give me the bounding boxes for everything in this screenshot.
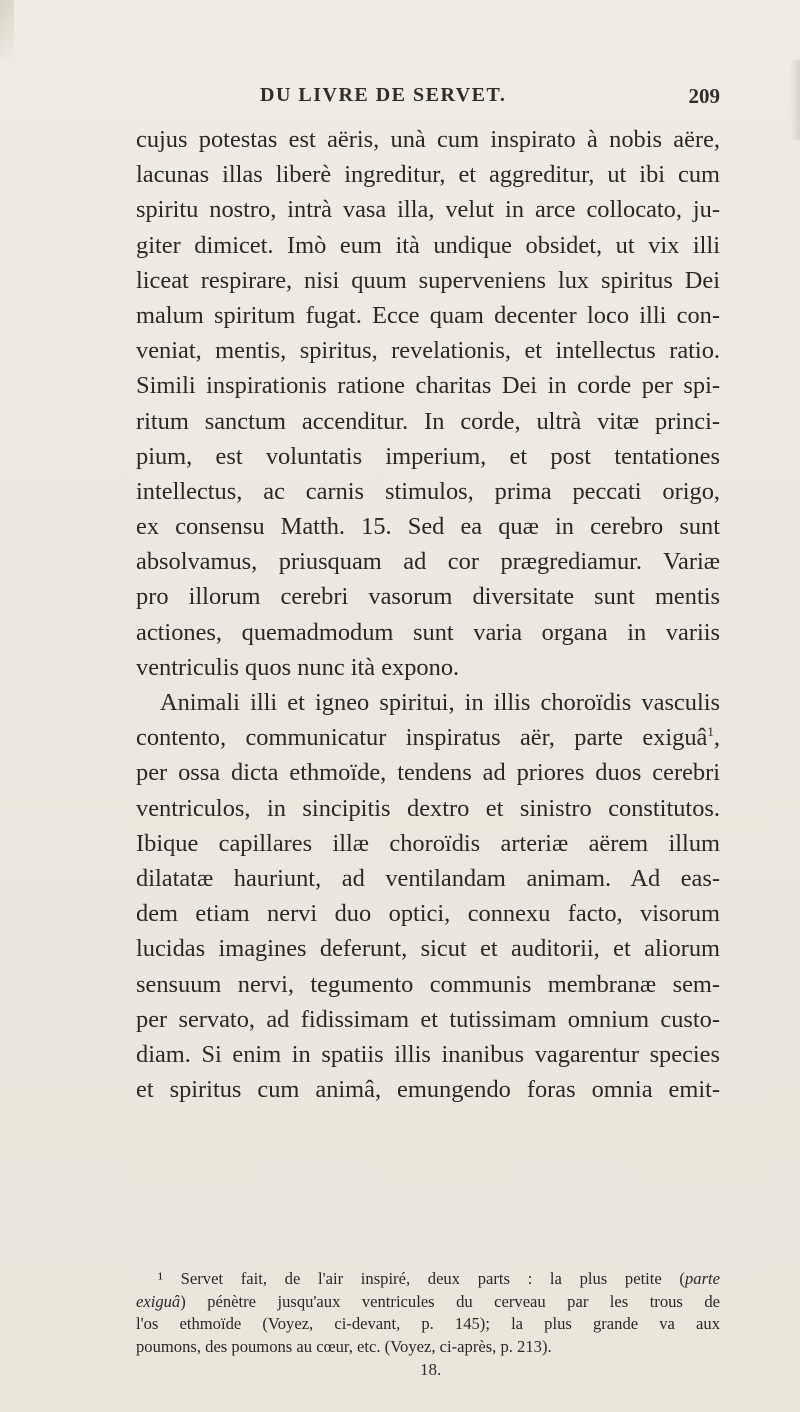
text-line: ritum sanctum accenditur. In corde, ultrà vitæ princi-	[136, 407, 720, 435]
text-line: pium, est voluntatis imperium, et post tentationes	[136, 442, 720, 470]
text-line: veniat, mentis, spiritus, revelationis, et intellectus ratio.	[136, 337, 720, 365]
footnote-line: l'os ethmoïde (Voyez, ci-devant, p. 145); la plus grande va aux	[136, 1314, 720, 1334]
main-text	[136, 122, 720, 1107]
text-line: Animali illi et igneo spiritui, in illis choroïdis vasculis	[160, 689, 720, 716]
text-line: intellectus, ac carnis stimulos, prima peccati origo,	[136, 477, 720, 505]
text-line: lacunas illas liberè ingreditur, et aggreditur, ut ibi cum	[136, 161, 720, 189]
page-number: 209	[688, 84, 720, 108]
text-line: sensuum nervi, tegumento communis membranæ sem-	[136, 970, 720, 998]
text-line: giter dimicet. Imò eum ità undique obsidet, ut vix illi	[136, 231, 720, 259]
text-line: pro illorum cerebri vasorum diversitate sunt mentis	[136, 583, 720, 611]
footnote	[136, 1268, 720, 1358]
footnote-marker: ¹	[158, 1269, 163, 1288]
text-line: cujus potestas est aëris, unà cum inspirato à nobis aëre,	[136, 126, 720, 153]
running-header	[120, 84, 720, 114]
text-line: actiones, quemadmodum sunt varia organa in variis	[136, 618, 720, 646]
text-line: per servato, ad fidissimam et tutissimam omnium custo-	[136, 1005, 720, 1033]
footnote-text: Servet fait, de l'air inspiré, deux parts : la plus petite (parte	[180, 1269, 720, 1288]
text-line: ventriculis quos nunc ità expono.	[136, 653, 460, 681]
footnote-line	[136, 1268, 720, 1291]
text-line: Ibique capillares illæ choroïdis arteriæ aërem illum	[136, 829, 720, 857]
text-line: diam. Si enim in spatiis illis inanibus vagarentur species	[136, 1040, 720, 1068]
text-line-with-footnote	[136, 720, 720, 755]
text-line: spiritu nostro, intrà vasa illa, velut in arce collocato, ju-	[136, 196, 720, 224]
text-line: per ossa dicta ethmoïde, tendens ad priores duos cerebri	[136, 759, 720, 787]
signature-mark: 18.	[420, 1360, 442, 1379]
footnote-line: exiguâ) pénètre jusqu'aux ventricules du cerveau par les trous de	[136, 1291, 720, 1311]
text-line: et spiritus cum animâ, emungendo foras omnia emit-	[136, 1076, 720, 1104]
text-line: dem etiam nervi duo optici, connexu facto, visorum	[136, 900, 720, 928]
text-fragment: ,	[713, 724, 720, 752]
page-edge-shadow	[0, 0, 14, 60]
text-line: lucidas imagines deferunt, sicut et auditorii, et aliorum	[136, 935, 720, 963]
footnote-reference[interactable]: 1	[707, 724, 714, 740]
text-line: liceat respirare, nisi quum superveniens lux spiritus Dei	[136, 266, 720, 294]
text-line: absolvamus, priusquam ad cor prægrediamur. Variæ	[136, 548, 720, 576]
footnote-line: poumons, des poumons au cœur, etc. (Voyez, ci-après, p. 213).	[136, 1336, 552, 1356]
text-line: ventriculos, in sincipitis dextro et sinistro constitutos.	[136, 794, 720, 822]
text-line: ex consensu Matth. 15. Sed ea quæ in cerebro sunt	[136, 513, 720, 541]
page-edge-shadow-right	[790, 60, 800, 140]
text-fragment: contento, communicatur inspiratus aër, parte exiguâ	[136, 724, 708, 752]
running-title: DU LIVRE DE SERVET.	[260, 84, 507, 106]
text-line: Simili inspirationis ratione charitas Dei in corde per spi-	[136, 372, 720, 400]
text-line: dilatatæ hauriunt, ad ventilandam animam. Ad eas-	[136, 864, 720, 892]
text-line: malum spiritum fugat. Ecce quam decenter loco illi con-	[136, 301, 720, 329]
